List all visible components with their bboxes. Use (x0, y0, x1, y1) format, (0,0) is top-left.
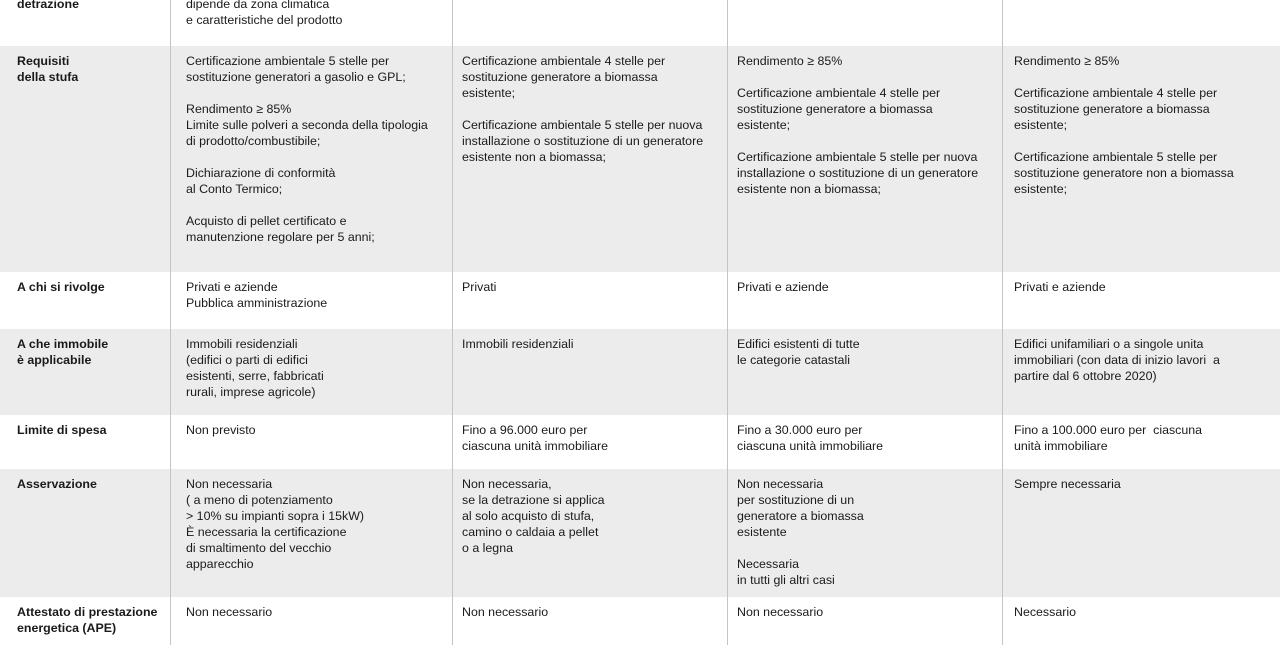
table-cell (1002, 46, 1280, 272)
table-cell (170, 46, 452, 272)
cell-text-line: Non necessaria, (462, 477, 552, 491)
cell-text-line: Immobili residenziali (186, 337, 298, 351)
cell-text-line: Asservazione (17, 477, 97, 491)
cell-text-line: sostituzione generatori a gasolio e GPL; (186, 70, 406, 84)
cell-text-line: al Conto Termico; (186, 182, 283, 196)
line-gap (737, 540, 1002, 556)
cell-text-line: Rendimento ≥ 85% (1014, 54, 1120, 68)
cell-text-line: sostituzione generatore a biomassa (1014, 102, 1210, 116)
cell-text-line: Non necessaria (737, 477, 824, 491)
table-cell (170, 272, 452, 329)
cell-text-line: Certificazione ambientale 4 stelle per (737, 86, 941, 100)
cell-text-line: energetica (APE) (17, 621, 117, 635)
cell-text-line: Privati e aziende (186, 280, 278, 294)
cell-text-line: Immobili residenziali (462, 337, 574, 351)
cell-text-line: (edifici o parti di edifici (186, 353, 308, 367)
cell-text-line: Limite sulle polveri a seconda della tipologia (186, 118, 428, 132)
cell-text-line: dipende da zona climatica (186, 0, 330, 11)
table-cell (452, 46, 727, 272)
cell-text-line: esistente; (737, 118, 791, 132)
cell-text-line: esistente non a biomassa; (462, 150, 606, 164)
row-header (0, 329, 170, 415)
cell-text-line: esistente; (1014, 182, 1068, 196)
cell-text-line: in tutti gli altri casi (737, 573, 835, 587)
table-cell (727, 469, 1002, 597)
cell-text-line: ( a meno di potenziamento (186, 493, 333, 507)
table-row (0, 329, 1280, 415)
cell-text-line: Non necessario (186, 605, 273, 619)
table-cell (170, 597, 452, 645)
cell-text-line: installazione o sostituzione di un generatore (462, 134, 704, 148)
cell-text-line: Certificazione ambientale 5 stelle per nuova (462, 118, 703, 132)
line-gap (186, 197, 452, 213)
line-gap (186, 149, 452, 165)
cell-text-line: o a legna (462, 541, 513, 555)
line-gap (1014, 133, 1280, 149)
cell-text-line: Certificazione ambientale 5 stelle per (1014, 150, 1218, 164)
cell-text-line: Necessario (1014, 605, 1076, 619)
cell-text-line: Necessaria (737, 557, 799, 571)
cell-text-line: Non previsto (186, 423, 256, 437)
cell-text-line: esistente; (462, 86, 516, 100)
cell-text-line: Privati e aziende (737, 280, 829, 294)
cell-text-line: ciascuna unità immobiliare (462, 439, 609, 453)
cell-text-line: della stufa (17, 70, 79, 84)
cell-text-line: ciascuna unità immobiliare (737, 439, 884, 453)
cell-text-line: camino o caldaia a pellet (462, 525, 599, 539)
cell-text-line: unità immobiliare (1014, 439, 1108, 453)
row-header (0, 597, 170, 645)
table-cell (1002, 469, 1280, 597)
cell-text-line: di prodotto/combustibile; (186, 134, 321, 148)
table-cell (170, 469, 452, 597)
cell-text-line: Sempre necessaria (1014, 477, 1121, 491)
table-cell (727, 0, 1002, 46)
table-cell (170, 0, 452, 46)
cell-text-line: detrazione (17, 0, 79, 11)
cell-text-line: Non necessario (462, 605, 549, 619)
table-cell (452, 469, 727, 597)
cell-text-line: le categorie catastali (737, 353, 850, 367)
table-cell (170, 329, 452, 415)
table-cell (1002, 272, 1280, 329)
row-header (0, 469, 170, 597)
cell-text-line: A chi si rivolge (17, 280, 105, 294)
cell-text-line: Rendimento ≥ 85% (737, 54, 843, 68)
cell-text-line: sostituzione generatore a biomassa (737, 102, 933, 116)
table-row (0, 415, 1280, 469)
cell-text-line: rurali, imprese agricole) (186, 385, 316, 399)
cell-text-line: installazione o sostituzione di un generatore (737, 166, 979, 180)
line-gap (462, 101, 727, 117)
table-cell (727, 46, 1002, 272)
cell-text-line: Certificazione ambientale 4 stelle per (1014, 86, 1218, 100)
table-cell (1002, 329, 1280, 415)
table-cell (1002, 0, 1280, 46)
table-cell (170, 415, 452, 469)
cell-text-line: partire dal 6 ottobre 2020) (1014, 369, 1157, 383)
cell-text-line: è applicabile (17, 353, 92, 367)
row-header (0, 415, 170, 469)
cell-text-line: Fino a 100.000 euro per ciascuna (1014, 423, 1203, 437)
cell-text-line: Non necessaria (186, 477, 273, 491)
line-gap (186, 85, 452, 101)
table-cell (452, 597, 727, 645)
cell-text-line: manutenzione regolare per 5 anni; (186, 230, 375, 244)
table-row (0, 272, 1280, 329)
cell-text-line: Fino a 96.000 euro per (462, 423, 588, 437)
cell-text-line: Certificazione ambientale 5 stelle per nuova (737, 150, 978, 164)
table-cell (1002, 597, 1280, 645)
table-cell (727, 272, 1002, 329)
cell-text-line: al solo acquisto di stufa, (462, 509, 595, 523)
cell-text-line: Dichiarazione di conformità (186, 166, 336, 180)
row-header (0, 0, 170, 46)
cell-text-line: Attestato di prestazione (17, 605, 158, 619)
cell-text-line: per sostituzione di un (737, 493, 855, 507)
cell-text-line: È necessaria la certificazione (186, 525, 347, 539)
cell-text-line: sostituzione generatore non a biomassa (1014, 166, 1234, 180)
cell-text-line: Pubblica amministrazione (186, 296, 328, 310)
cell-text-line: generatore a biomassa (737, 509, 864, 523)
table-row (0, 469, 1280, 597)
cell-text-line: Limite di spesa (17, 423, 107, 437)
cell-text-line: Certificazione ambientale 4 stelle per (462, 54, 666, 68)
cell-text-line: Acquisto di pellet certificato e (186, 214, 347, 228)
table-row (0, 597, 1280, 645)
cell-text-line: Edifici esistenti di tutte (737, 337, 860, 351)
cell-text-line: Requisiti (17, 54, 70, 68)
cell-text-line: Edifici unifamiliari o a singole unita (1014, 337, 1204, 351)
table-cell (452, 415, 727, 469)
cell-text-line: Certificazione ambientale 5 stelle per (186, 54, 390, 68)
cell-text-line: Privati e aziende (1014, 280, 1106, 294)
line-gap (737, 69, 1002, 85)
line-gap (737, 133, 1002, 149)
cell-text-line: esistente; (1014, 118, 1068, 132)
table-row (0, 0, 1280, 46)
cell-text-line: esistenti, serre, fabbricati (186, 369, 324, 383)
cell-text-line: > 10% su impianti sopra i 15kW) (186, 509, 365, 523)
table-cell (727, 329, 1002, 415)
row-header (0, 272, 170, 329)
cell-text-line: esistente non a biomassa; (737, 182, 881, 196)
table-cell (452, 272, 727, 329)
cell-text-line: e caratteristiche del prodotto (186, 13, 343, 27)
line-gap (1014, 69, 1280, 85)
table-cell (727, 597, 1002, 645)
cell-text-line: A che immobile (17, 337, 109, 351)
cell-text-line: Rendimento ≥ 85% (186, 102, 292, 116)
table-cell (1002, 415, 1280, 469)
table-cell (452, 0, 727, 46)
cell-text-line: sostituzione generatore a biomassa (462, 70, 658, 84)
table-cell (452, 329, 727, 415)
cell-text-line: Fino a 30.000 euro per (737, 423, 863, 437)
row-header (0, 46, 170, 272)
cell-text-line: Privati (462, 280, 497, 294)
cell-text-line: di smaltimento del vecchio (186, 541, 332, 555)
cell-text-line: esistente (737, 525, 787, 539)
cell-text-line: Non necessario (737, 605, 824, 619)
cell-text-line: apparecchio (186, 557, 254, 571)
cell-text-line: immobiliari (con data di inizio lavori a (1014, 353, 1220, 367)
cell-text-line: se la detrazione si applica (462, 493, 605, 507)
table-cell (727, 415, 1002, 469)
table-row (0, 46, 1280, 272)
